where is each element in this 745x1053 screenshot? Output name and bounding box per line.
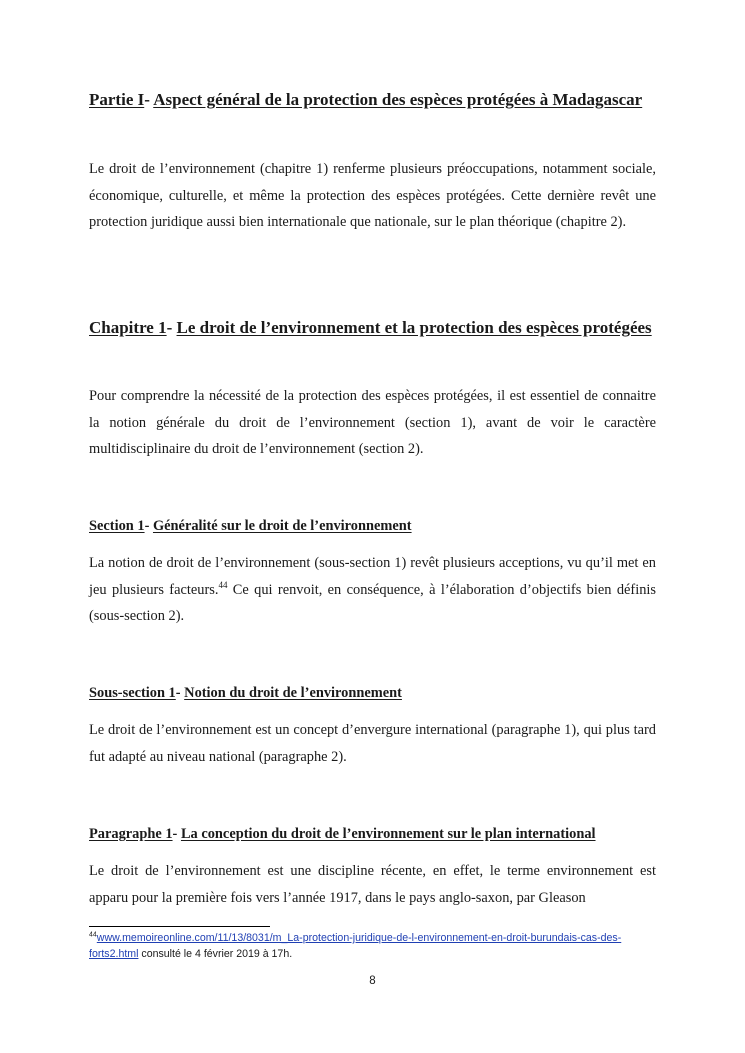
subsection-heading xyxy=(89,683,656,703)
footnote-reference[interactable]: 44 xyxy=(218,579,228,590)
section-text-before: La notion de droit de l’environnement (sous-section 1) revêt plusieurs acceptions, vu qu’il met en jeu plusieurs facteurs. xyxy=(89,555,656,598)
chapter-label: Chapitre 1 xyxy=(89,318,167,337)
subsection-label: Sous-section 1 xyxy=(89,685,176,701)
chapter-separator: - xyxy=(166,318,173,337)
part-intro-paragraph: Le droit de l’environnement (chapitre 1) renferme plusieurs préoccupations, notamment sociale, économique, culturelle, et même la protection des espèces protégées. Cette dernière revêt une protection juridique aussi bien internationale que nationale, sur le plan théorique (chapitre 2). xyxy=(89,161,656,230)
footnote xyxy=(89,930,656,962)
section-intro-paragraph xyxy=(89,550,656,630)
paragraph-body: Le droit de l’environnement est une discipline récente, en effet, le terme environnement est apparu pour la première fois vers l’année 1917, dans le pays anglo-saxon, par Gleason xyxy=(89,863,656,906)
footnote-divider xyxy=(89,926,270,927)
chapter-title: Le droit de l’environnement et la protection des espèces protégées xyxy=(176,318,652,337)
section-title: Généralité sur le droit de l’environnement xyxy=(152,518,412,534)
section-heading xyxy=(89,516,656,536)
paragraph-title: La conception du droit de l’environnement sur le plan international xyxy=(180,826,596,842)
chapter-heading xyxy=(89,313,656,342)
subsection-title: Notion du droit de l’environnement xyxy=(184,685,402,701)
section-text-after: Ce qui renvoit, en conséquence, à l’élaboration d’objectifs bien définis (sous-section 2). xyxy=(89,581,656,624)
paragraph-separator: - xyxy=(172,826,178,842)
section-separator: - xyxy=(144,518,150,534)
footnote-link[interactable]: www.memoireonline.com/11/13/8031/m_La-protection-juridique-de-l-environnement-en-droit-burundais-cas-des-forts2.html xyxy=(89,932,622,960)
paragraph-label: Paragraphe 1 xyxy=(89,826,173,842)
part-label: Partie I xyxy=(89,90,145,109)
part-title: Aspect général de la protection des espèces protégées à Madagascar xyxy=(153,90,643,109)
subsection-separator: - xyxy=(175,685,181,701)
footnote-suffix: consulté le 4 février 2019 à 17h. xyxy=(138,948,293,960)
section-label: Section 1 xyxy=(89,518,145,534)
part-heading xyxy=(89,85,656,114)
chapter-intro-paragraph: Pour comprendre la nécessité de la protection des espèces protégées, il est essentiel de connaitre la notion générale du droit de l’environnement (section 1), avant de voir le caractère multidisciplinaire du droit de l’environnement (section 2). xyxy=(89,388,656,457)
paragraph-heading xyxy=(89,824,656,844)
subsection-intro-paragraph: Le droit de l’environnement est un concept d’envergure international (paragraphe 1), qui plus tard fut adapté au niveau national (paragraphe 2). xyxy=(89,722,656,765)
part-separator: - xyxy=(144,90,150,109)
page-number: 8 xyxy=(369,975,376,987)
footnote-number: 44 xyxy=(89,931,97,939)
